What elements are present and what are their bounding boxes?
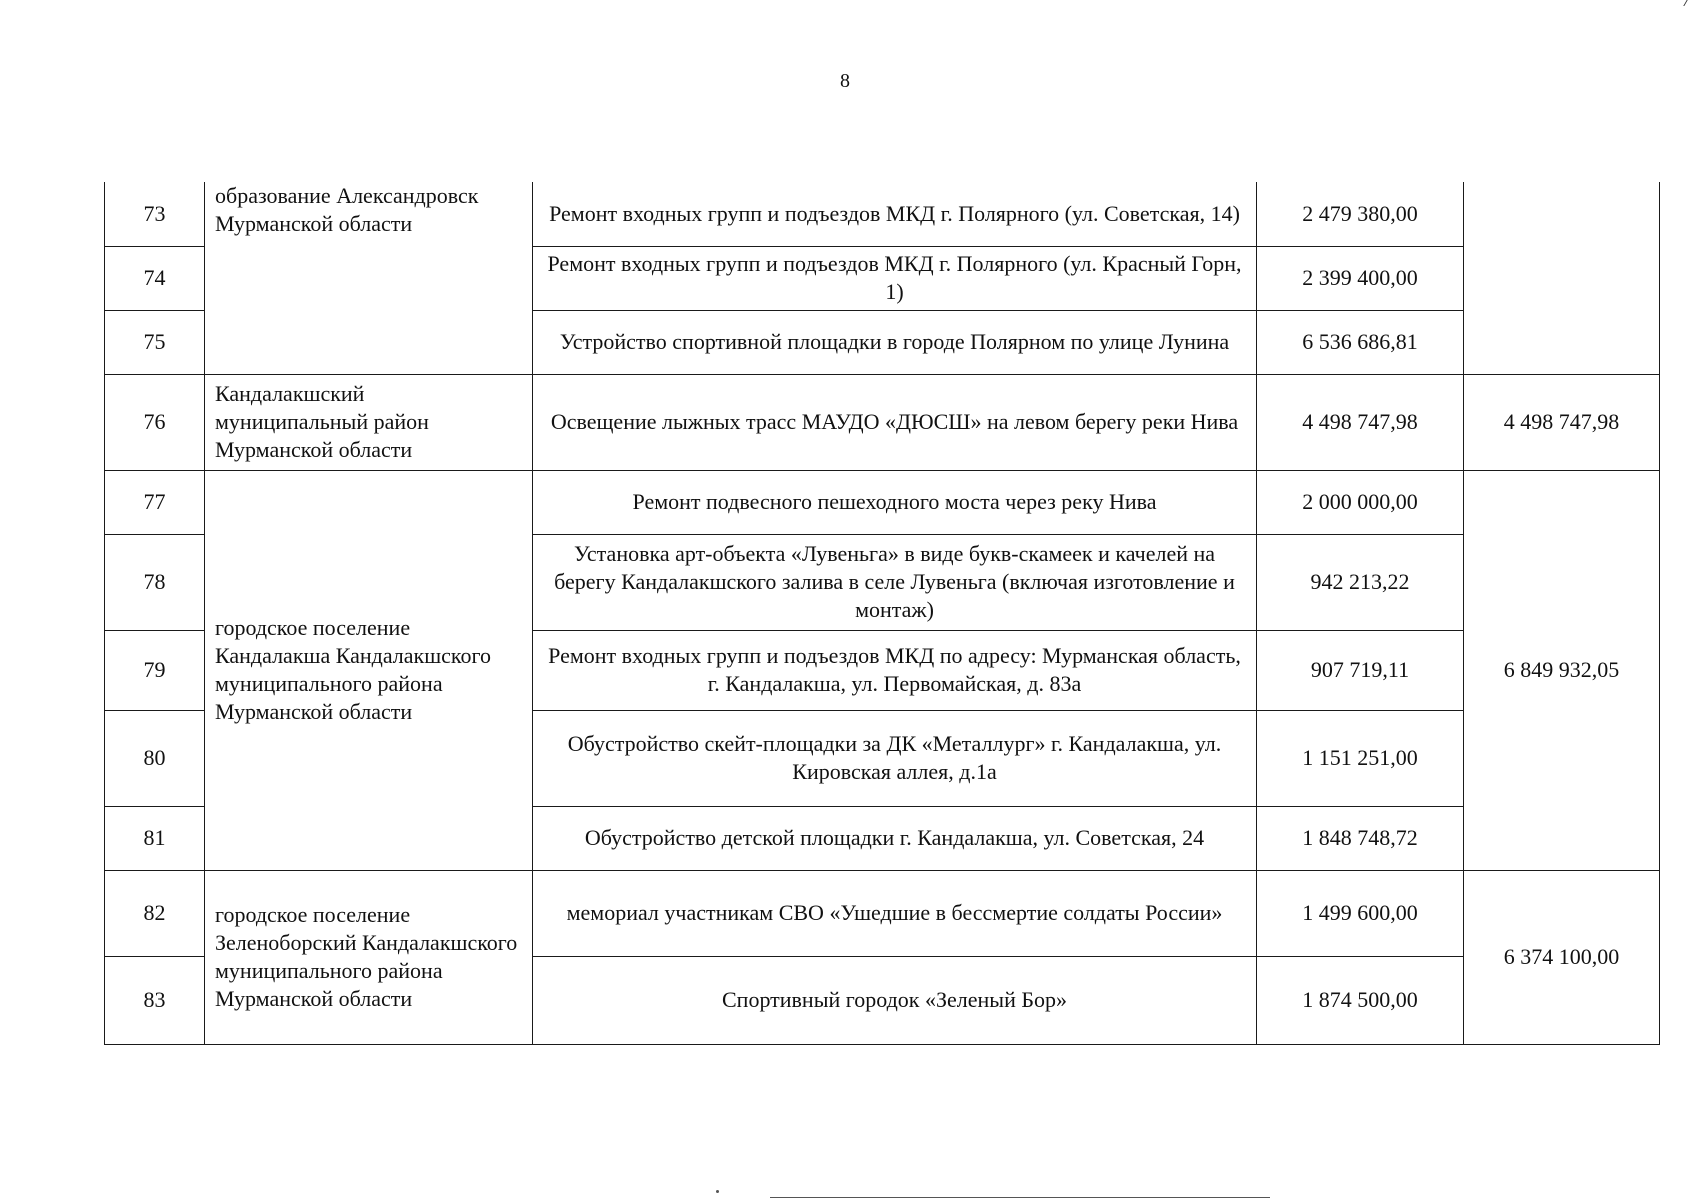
project-sum: 2 399 400,00	[1257, 246, 1464, 310]
project-name: Обустройство скейт-площадки за ДК «Металлург» г. Кандалакша, ул. Кировская аллея, д.1а	[533, 710, 1257, 806]
table-row	[105, 182, 1660, 246]
table-row	[105, 870, 1660, 956]
project-name: мемориал участникам СВО «Ушедшие в бессмертие солдаты России»	[533, 870, 1257, 956]
footer-dot	[716, 1190, 719, 1193]
footer-line	[770, 1197, 1270, 1198]
project-name: Установка арт-объекта «Лувеньга» в виде букв-скамеек и качелей на берегу Кандалакшского залива в селе Лувеньга (включая изготовление и монтаж)	[533, 534, 1257, 630]
row-number: 81	[105, 806, 205, 870]
page-number: 8	[840, 70, 850, 92]
municipality-cell: Кандалакшский муниципальный район Мурманской области	[205, 374, 533, 470]
row-number: 74	[105, 246, 205, 310]
table-row	[105, 470, 1660, 534]
project-sum: 1 151 251,00	[1257, 710, 1464, 806]
group-total: 4 498 747,98	[1464, 374, 1660, 470]
row-number: 76	[105, 374, 205, 470]
project-name: Ремонт входных групп и подъездов МКД г. Полярного (ул. Советская, 14)	[533, 182, 1257, 246]
project-sum: 1 499 600,00	[1257, 870, 1464, 956]
project-name: Устройство спортивной площадки в городе Полярном по улице Лунина	[533, 310, 1257, 374]
page-corner-mark	[1675, 0, 1687, 6]
project-name: Обустройство детской площадки г. Кандалакша, ул. Советская, 24	[533, 806, 1257, 870]
group-total: 6 374 100,00	[1464, 870, 1660, 1044]
group-total: 6 849 932,05	[1464, 470, 1660, 870]
municipality-cell: образование Александровск Мурманской области	[205, 182, 533, 374]
funding-table	[104, 182, 1660, 1045]
project-sum: 6 536 686,81	[1257, 310, 1464, 374]
row-number: 73	[105, 182, 205, 246]
group-total	[1464, 182, 1660, 374]
project-sum: 4 498 747,98	[1257, 374, 1464, 470]
table-row	[105, 374, 1660, 470]
municipality-cell: городское поселение Кандалакша Кандалакшского муниципального района Мурманской области	[205, 470, 533, 870]
row-number: 77	[105, 470, 205, 534]
project-sum: 942 213,22	[1257, 534, 1464, 630]
project-name: Ремонт подвесного пешеходного моста через реку Нива	[533, 470, 1257, 534]
row-number: 83	[105, 956, 205, 1044]
project-sum: 1 874 500,00	[1257, 956, 1464, 1044]
project-sum: 2 479 380,00	[1257, 182, 1464, 246]
row-number: 80	[105, 710, 205, 806]
project-sum: 2 000 000,00	[1257, 470, 1464, 534]
row-number: 78	[105, 534, 205, 630]
project-sum: 907 719,11	[1257, 630, 1464, 710]
municipality-cell: городское поселение Зеленоборский Кандалакшского муниципального района Мурманской области	[205, 870, 533, 1044]
project-sum: 1 848 748,72	[1257, 806, 1464, 870]
row-number: 75	[105, 310, 205, 374]
row-number: 79	[105, 630, 205, 710]
project-name: Освещение лыжных трасс МАУДО «ДЮСШ» на левом берегу реки Нива	[533, 374, 1257, 470]
project-name: Спортивный городок «Зеленый Бор»	[533, 956, 1257, 1044]
row-number: 82	[105, 870, 205, 956]
project-name: Ремонт входных групп и подъездов МКД по адресу: Мурманская область, г. Кандалакша, ул. Первомайская, д. 83а	[533, 630, 1257, 710]
project-name: Ремонт входных групп и подъездов МКД г. Полярного (ул. Красный Горн, 1)	[533, 246, 1257, 310]
